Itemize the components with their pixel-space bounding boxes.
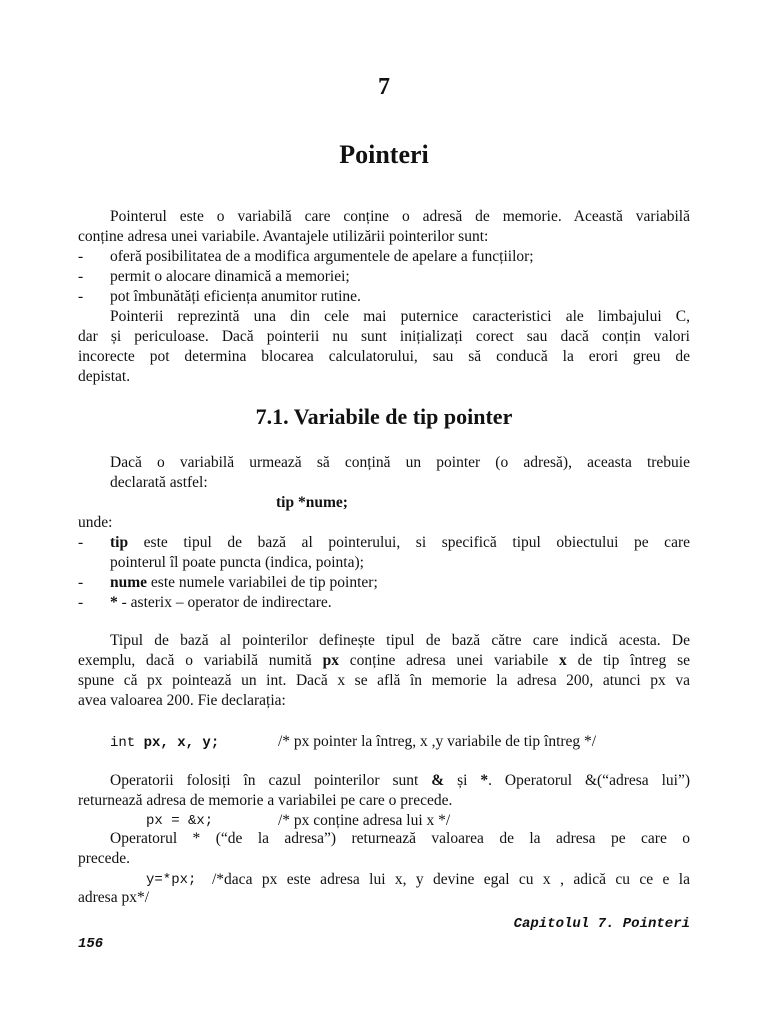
bullet-dash: - xyxy=(78,288,84,305)
tip-definition-line2: pointerul îl poate puncta (indica, pointa); xyxy=(110,554,364,571)
intro-bullet-2: permit o alocare dinamică a memoriei; xyxy=(110,268,350,285)
section-p2-line1: Tipul de bază al pointerilor definește tipul de bază către care indică acesta. De xyxy=(110,632,690,649)
intro-bullet-3: pot îmbunătăți eficiența anumitor rutine. xyxy=(110,288,361,305)
code-dereference: y=*px; xyxy=(146,872,197,888)
intro-p1-line2: conține adresa unei variabile. Avantajele utilizării pointerilor sunt: xyxy=(78,228,489,245)
tip-text: este tipul de bază al pointerului, si specifică tipul obiectului pe care xyxy=(128,534,690,551)
section-p3-line2: returnează adresa de memorie a variabilei pe care o precede. xyxy=(78,792,453,809)
intro-p2-line3: incorecte pot determina blocarea calculatorului, sau să conducă la erori greu de xyxy=(78,348,690,365)
chapter-number: 7 xyxy=(378,74,390,100)
intro-p2-line4: depistat. xyxy=(78,368,131,385)
section-title: 7.1. Variabile de tip pointer xyxy=(255,404,513,429)
intro-p2-line1: Pointerii reprezintă una din cele mai puternice caracteristici ale limbajului C, xyxy=(110,308,690,325)
tip-definition-line1 xyxy=(110,533,690,553)
unde-label: unde: xyxy=(78,514,113,531)
chapter-title: Pointeri xyxy=(339,140,429,169)
section-p1-line1: Dacă o variabilă urmează să conțină un pointer (o adresă), aceasta trebuie xyxy=(110,454,690,471)
code-address-of: px = &x; xyxy=(146,813,214,829)
intro-p1-line1: Pointerul este o variabilă care conține o adresă de memorie. Această variabilă xyxy=(110,208,690,225)
code-keyword: int xyxy=(110,735,144,751)
code-comment-2: /* px conține adresa lui x */ xyxy=(278,812,451,829)
running-footer-chapter: Capitolul 7. Pointeri xyxy=(513,916,690,932)
section-p1-line2: declarată astfel: xyxy=(110,474,208,491)
code-declaration xyxy=(110,732,219,753)
section-p2-line3: spune că px pointează un int. Dacă x se află în memorie la adresa 200, atunci px va xyxy=(78,672,690,689)
px-term: px xyxy=(322,652,339,669)
section-p4-line2: precede. xyxy=(78,850,131,867)
intro-p2-line2: dar și periculoase. Dacă pointerii nu sunt inițializați corect sau dacă conțin valori xyxy=(78,328,690,345)
nume-text: este numele variabilei de tip pointer; xyxy=(147,574,378,591)
nume-definition xyxy=(110,573,378,593)
section-p3-line1: Operatorii folosiți în cazul pointerilor sunt & și *. Operatorul &(“adresa lui”) xyxy=(110,772,690,789)
declaration-syntax: tip *nume; xyxy=(276,494,348,511)
code-comment-3: /*daca px este adresa lui x, y devine egal cu x , adică cu ce e la xyxy=(212,871,690,888)
code-comment-1: /* px pointer la întreg, x ,y variabile de tip întreg */ xyxy=(278,733,597,750)
nume-term: nume xyxy=(110,574,148,591)
bullet-dash: - xyxy=(78,248,84,265)
tip-term: tip xyxy=(110,534,129,551)
asterix-text: - asterix – operator de indirectare. xyxy=(117,594,332,611)
bullet-dash: - xyxy=(78,594,84,611)
bullet-dash: - xyxy=(78,534,84,551)
section-p2-line4: avea valoarea 200. Fie declarația: xyxy=(78,692,286,709)
section-p4-line1: Operatorul * (“de la adresa”) returnează valoarea de la adresa pe care o xyxy=(110,830,690,847)
bullet-dash: - xyxy=(78,574,84,591)
intro-bullet-1: oferă posibilitatea de a modifica argumentele de apelare a funcțiilor; xyxy=(110,248,534,265)
code-comment-3-line2: adresa px*/ xyxy=(78,889,150,906)
x-term: x xyxy=(559,652,567,669)
bullet-dash: - xyxy=(78,268,84,285)
asterix-definition xyxy=(110,593,332,613)
section-p2-line2: exemplu, dacă o variabilă numită px conține adresa unei variabile x de tip întreg se xyxy=(78,652,691,669)
code-vars: px, x, y; xyxy=(143,735,220,751)
page-number: 156 xyxy=(78,936,104,952)
asterix-term: * xyxy=(110,594,118,611)
